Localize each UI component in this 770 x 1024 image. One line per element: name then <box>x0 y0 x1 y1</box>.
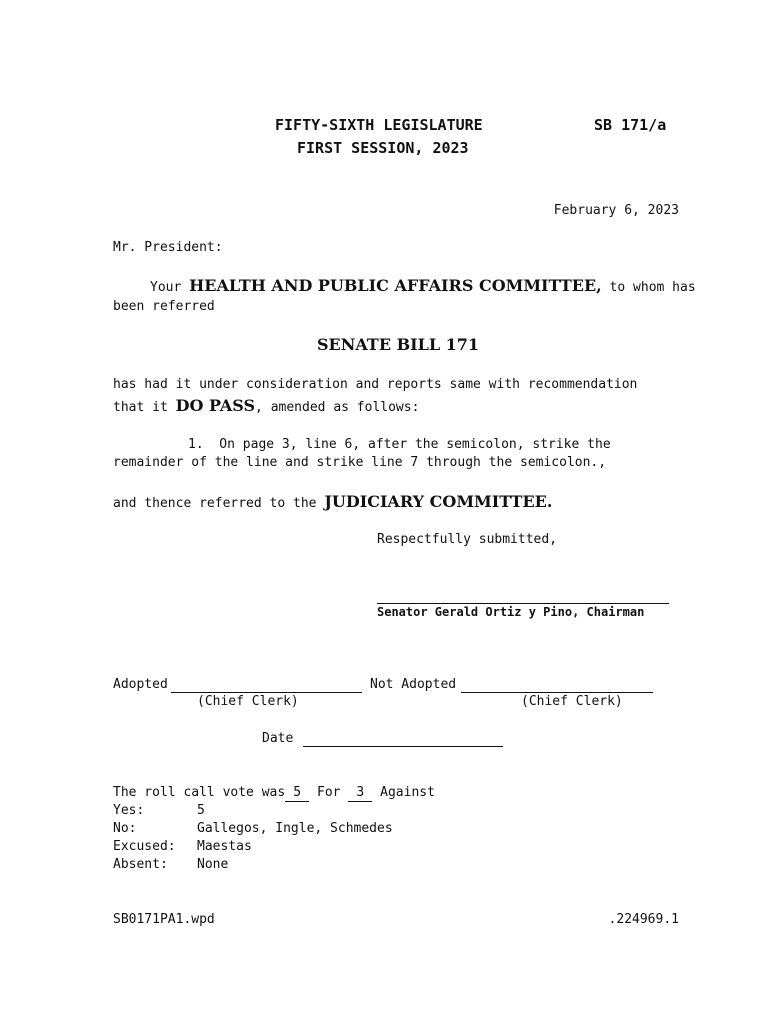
referral-committee: JUDICIARY COMMITTEE. <box>324 492 553 511</box>
vote-row-absent-label: Absent: <box>113 857 168 872</box>
consideration-line-2 <box>113 398 419 416</box>
vote-row-excused-value: Maestas <box>197 839 252 854</box>
amendment-line-2: remainder of the line and strike line 7 through the semicolon., <box>113 455 607 470</box>
closing: Respectfully submitted, <box>377 532 558 547</box>
not-adopted-blank <box>461 692 653 693</box>
intro-prefix: Your <box>150 280 190 295</box>
for-count: 5 <box>285 785 309 802</box>
vote-row-absent-value: None <box>197 857 229 872</box>
recommendation: DO PASS <box>175 396 256 415</box>
vote-row-yes-label: Yes: <box>113 803 145 818</box>
footer-code: .224969.1 <box>608 912 679 927</box>
against-count: 3 <box>348 785 372 802</box>
session-title: FIRST SESSION, 2023 <box>297 139 469 157</box>
legislature-title: FIFTY-SIXTH LEGISLATURE <box>275 116 483 134</box>
footer-filename: SB0171PA1.wpd <box>113 912 215 927</box>
for-label: For <box>317 785 341 800</box>
roll-call-line <box>113 785 435 802</box>
bill-title: SENATE BILL 171 <box>317 335 480 354</box>
report-date: February 6, 2023 <box>553 203 679 218</box>
consideration-suffix: , amended as follows: <box>255 400 420 415</box>
intro-line-2: been referred <box>113 299 215 314</box>
consideration-prefix: that it <box>113 400 176 415</box>
intro-suffix: to whom has <box>601 280 696 295</box>
vote-row-yes-value: 5 <box>197 803 205 818</box>
adopted-label: Adopted <box>113 677 168 692</box>
referral-line <box>113 494 552 512</box>
committee-name: HEALTH AND PUBLIC AFFAIRS COMMITTEE, <box>189 276 602 295</box>
date-label: Date <box>262 731 294 746</box>
not-adopted-clerk-label: (Chief Clerk) <box>521 694 623 709</box>
date-blank <box>303 746 503 747</box>
signer-name: Senator Gerald Ortiz y Pino, Chairman <box>377 605 645 619</box>
vote-row-excused-label: Excused: <box>113 839 176 854</box>
intro-line-1 <box>150 278 696 296</box>
not-adopted-label: Not Adopted <box>370 677 457 692</box>
vote-row-no-value: Gallegos, Ingle, Schmedes <box>197 821 393 836</box>
amendment-line-1: 1. On page 3, line 6, after the semicolon, strike the <box>188 437 611 452</box>
consideration-line-1: has had it under consideration and reports same with recommendation <box>113 377 638 392</box>
vote-row-no-label: No: <box>113 821 137 836</box>
referral-prefix: and thence referred to the <box>113 496 325 511</box>
roll-call-prefix: The roll call vote was <box>113 785 286 800</box>
bill-code: SB 171/a <box>594 116 667 134</box>
adopted-clerk-label: (Chief Clerk) <box>197 694 299 709</box>
against-label: Against <box>380 785 435 800</box>
adopted-blank <box>171 692 362 693</box>
salutation: Mr. President: <box>113 240 223 255</box>
